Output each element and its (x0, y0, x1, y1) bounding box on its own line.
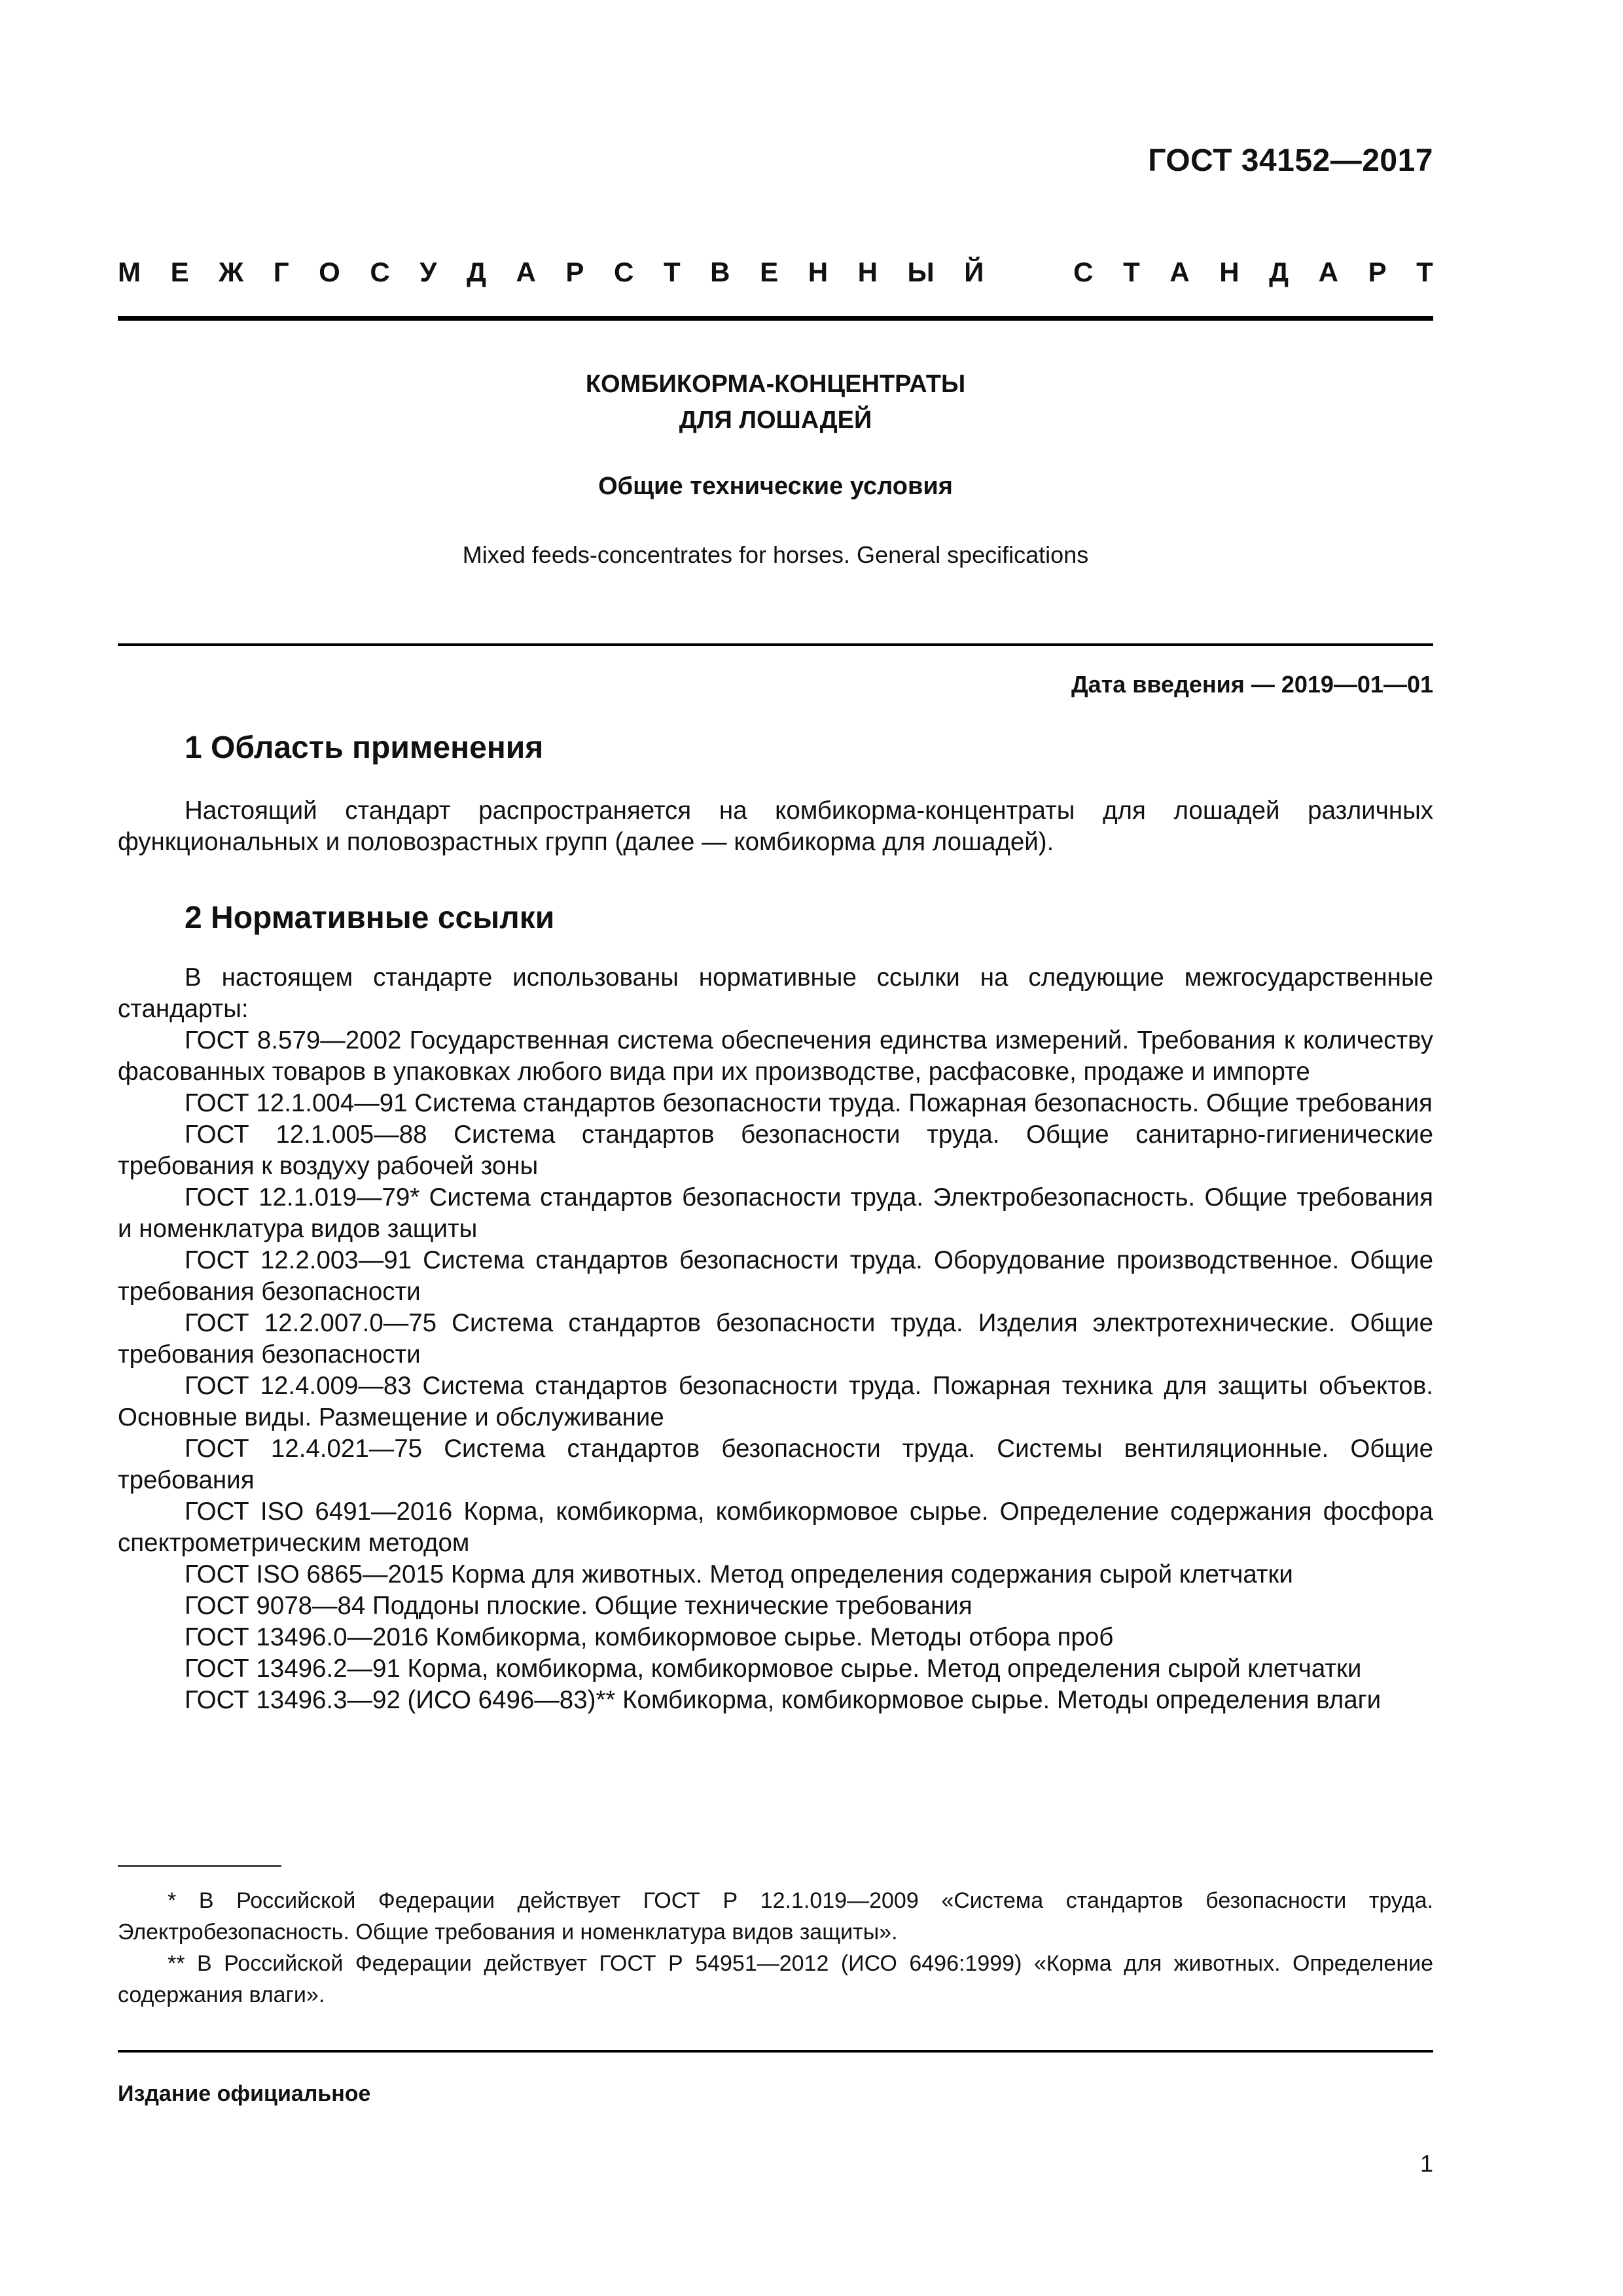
scope-paragraph: Настоящий стандарт распространяется на комбикорма-концентраты для лошадей различных функциональных и половозрастных групп (далее — комбикорма для лошадей). (118, 797, 1433, 856)
introduction-date: Дата введения — 2019—01—01 (1071, 671, 1433, 698)
footnote: * В Российской Федерации действует ГОСТ Р 12.1.019—2009 «Система стандартов безопасности труда. Электробезопасность. Общие требования и номенклатура видов защиты». (118, 1888, 1433, 1945)
document-code: ГОСТ 34152—2017 (1148, 143, 1433, 178)
section-heading-scope: 1 Область применения (185, 730, 544, 765)
letter: Е (760, 257, 779, 287)
reference-item: ГОСТ ISO 6491—2016 Корма, комбикорма, комбикормовое сырье. Определение содержания фосфора спектрометрическим методом (118, 1498, 1433, 1557)
letter: Ж (219, 257, 244, 287)
letter: А (1169, 257, 1190, 287)
letter: С (1073, 257, 1094, 287)
letter: Т (663, 257, 681, 287)
references-section (118, 962, 1433, 1716)
letter: М (118, 257, 141, 287)
footnote: ** В Российской Федерации действует ГОСТ Р 54951—2012 (ИСО 6496:1999) «Корма для животных. Определение содержания влаги». (118, 1951, 1433, 2007)
title-line-2: ДЛЯ ЛОШАДЕЙ (679, 406, 872, 434)
reference-item: ГОСТ 12.2.007.0—75 Система стандартов безопасности труда. Изделия электротехнические. Общие требования безопасности (118, 1309, 1433, 1369)
letter: Н (808, 257, 829, 287)
title-line-1: КОМБИКОРМА-КОНЦЕНТРАТЫ (585, 370, 966, 398)
reference-item: ГОСТ 12.1.005—88 Система стандартов безопасности труда. Общие санитарно-гигиенические требования к воздуху рабочей зоны (118, 1121, 1433, 1180)
letter: А (1318, 257, 1338, 287)
reference-item: ГОСТ 13496.3—92 (ИСО 6496—83)** Комбикорма, комбикормовое сырье. Методы определения влаги (185, 1686, 1382, 1714)
letter: Р (1368, 257, 1387, 287)
title-divider (118, 643, 1433, 646)
document-title (118, 367, 1433, 439)
references-intro: В настоящем стандарте использованы нормативные ссылки на следующие межгосударственные стандарты: (118, 963, 1433, 1023)
letter: А (516, 257, 536, 287)
footnotes (118, 1885, 1433, 2011)
reference-item: ГОСТ 12.4.021—75 Система стандартов безопасности труда. Системы вентиляционные. Общие требования (118, 1435, 1433, 1494)
reference-item: ГОСТ 8.579—2002 Государственная система обеспечения единства измерений. Требования к количеству фасованных товаров в упаковках любого вида при их производстве, расфасовке, продаже и импорте (118, 1026, 1433, 1086)
letter: Е (170, 257, 189, 287)
letter: С (370, 257, 390, 287)
reference-item: ГОСТ 12.1.019—79* Система стандартов безопасности труда. Электробезопасность. Общие требования и номенклатура видов защиты (118, 1183, 1433, 1243)
footnote-divider (118, 1865, 281, 1867)
reference-item: ГОСТ 9078—84 Поддоны плоские. Общие технические требования (185, 1592, 972, 1620)
letter: Н (1219, 257, 1240, 287)
official-edition-label: Издание официальное (118, 2081, 371, 2106)
reference-item: ГОСТ 12.2.003—91 Система стандартов безопасности труда. Оборудование производственное. Общие требования безопасности (118, 1246, 1433, 1306)
letter: С (614, 257, 634, 287)
letter: Т (1416, 257, 1433, 287)
letter: Т (1123, 257, 1140, 287)
reference-item: ГОСТ 13496.2—91 Корма, комбикорма, комбикормовое сырье. Метод определения сырой клетчатки (185, 1655, 1362, 1683)
letter: Д (1269, 257, 1289, 287)
letter: О (319, 257, 340, 287)
scope-section (118, 795, 1433, 858)
english-title: Mixed feeds-concentrates for horses. General specifications (462, 541, 1089, 568)
letter: Р (565, 257, 584, 287)
letter: Г (273, 257, 289, 287)
letter: Н (857, 257, 878, 287)
reference-item: ГОСТ 13496.0—2016 Комбикорма, комбикормовое сырье. Методы отбора проб (185, 1623, 1114, 1651)
standard-kind-heading (118, 257, 1433, 288)
reference-item: ГОСТ 12.4.009—83 Система стандартов безопасности труда. Пожарная техника для защиты объектов. Основные виды. Размещение и обслуживание (118, 1372, 1433, 1431)
letter: Д (467, 257, 486, 287)
letter: В (710, 257, 730, 287)
header-divider (118, 316, 1433, 321)
document-subtitle: Общие технические условия (598, 473, 953, 500)
reference-item: ГОСТ ISO 6865—2015 Корма для животных. Метод определения содержания сырой клетчатки (185, 1560, 1293, 1588)
letter: У (419, 257, 437, 287)
letter: Й (964, 257, 984, 287)
section-heading-references: 2 Нормативные ссылки (185, 901, 555, 935)
reference-item: ГОСТ 12.1.004—91 Система стандартов безопасности труда. Пожарная безопасность. Общие требования (185, 1089, 1433, 1117)
footer-divider (118, 2050, 1433, 2053)
page-number: 1 (1419, 2150, 1433, 2177)
letter: Ы (907, 257, 935, 287)
